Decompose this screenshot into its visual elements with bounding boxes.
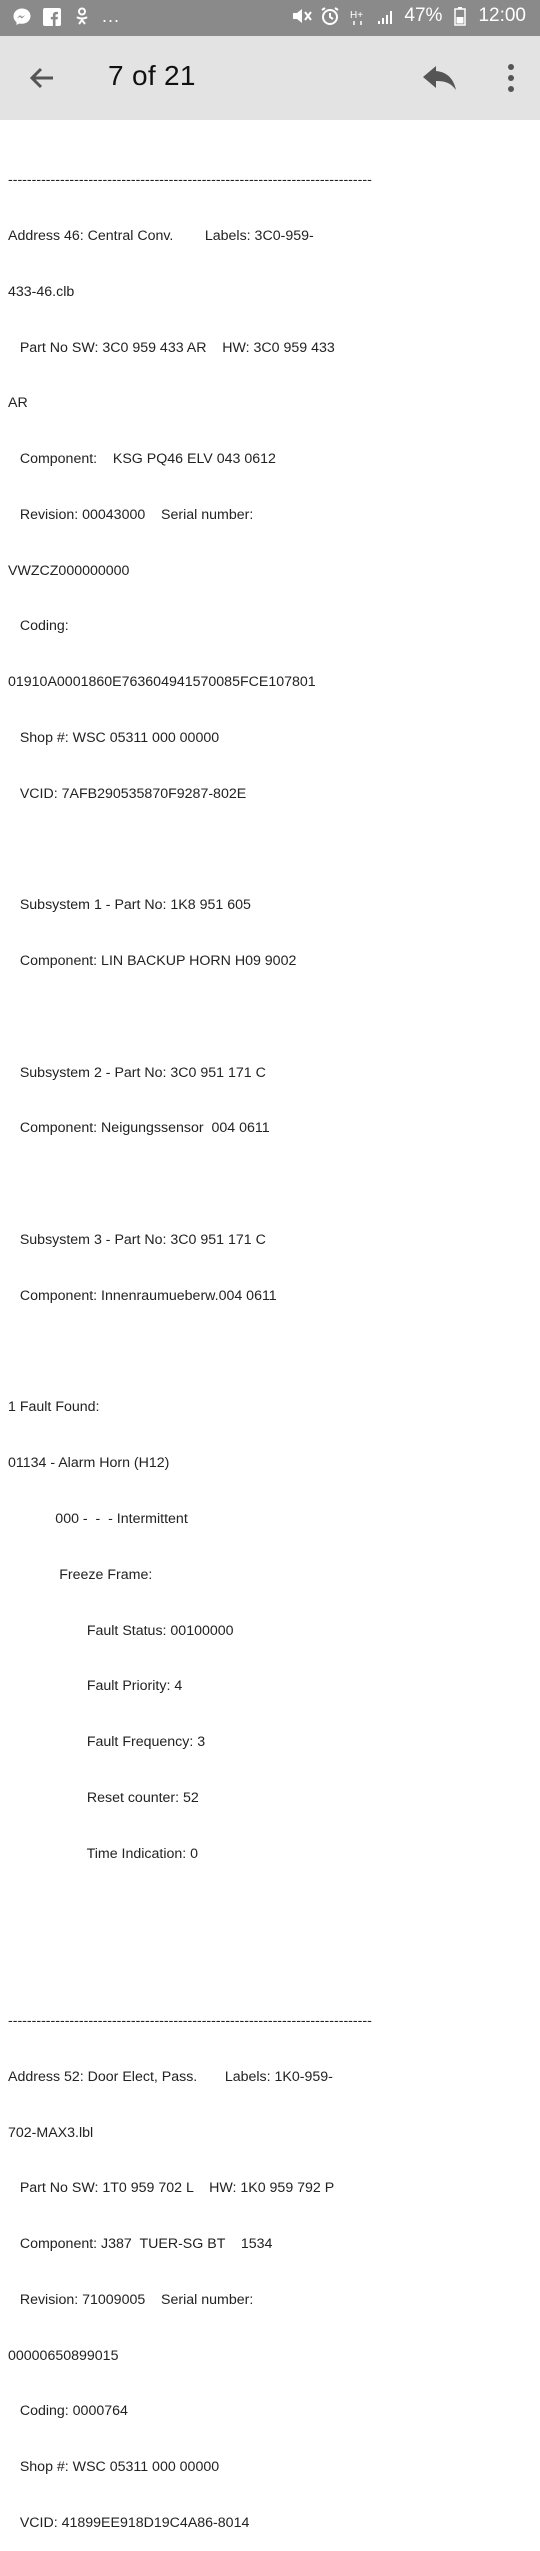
report-line: Subsystem 1 - Part No: 1K8 951 605 (8, 897, 251, 914)
report-line: Component: Innenraumueberw.004 0611 (8, 1287, 277, 1304)
report-line: Fault Priority: 4 (8, 1678, 183, 1695)
report-line: Component: J387 TUER-SG BT 1534 (8, 2236, 273, 2253)
report-line (8, 841, 534, 860)
report-line: 000 - - - Intermittent (8, 1510, 188, 1527)
report-line: Component: Neigungssensor 004 0611 (8, 1120, 270, 1137)
report-line: Subsystem 2 - Part No: 3C0 951 171 C (8, 1064, 266, 1081)
mute-icon (292, 6, 312, 26)
report-line: Freeze Frame: (8, 1566, 153, 1583)
report-line (8, 1008, 534, 1027)
report-line: Shop #: WSC 05311 000 00000 (8, 2459, 220, 2476)
report-line: ----------------------------------------------------------------------------- (8, 172, 372, 189)
back-arrow-icon[interactable] (26, 62, 58, 94)
svg-text:H+: H+ (350, 10, 364, 21)
report-line: Part No SW: 1T0 959 702 L HW: 1K0 959 792 P (8, 2180, 335, 2197)
report-line: 433-46.clb (8, 283, 75, 300)
report-line (8, 1900, 534, 1919)
report-line: 702-MAX3.lbl (8, 2124, 94, 2141)
report-line: AR (8, 395, 28, 412)
report-line: VCID: 7AFB290535870F9287-802E (8, 785, 247, 802)
report-line: Component: LIN BACKUP HORN H09 9002 (8, 953, 297, 970)
report-line: Subsystem 3 - Part No: 3C0 951 171 C (8, 1232, 266, 1249)
report-line: Time Indication: 0 (8, 1845, 199, 1862)
clock: 12:00 (478, 5, 526, 26)
page-title: 7 of 21 (108, 60, 196, 91)
report-line: VWZCZ000000000 (8, 562, 130, 579)
report-line: 01910A0001860E763604941570085FCE107801 (8, 674, 316, 691)
report-line (8, 1175, 534, 1194)
report-text (8, 134, 534, 2551)
signal-icon (376, 6, 396, 26)
facebook-icon (42, 7, 62, 27)
battery-percent: 47% (404, 5, 443, 26)
hplus-data-icon (348, 6, 368, 26)
report-line: Coding: 0000764 (8, 2403, 128, 2420)
report-line: Revision: 71009005 Serial number: (8, 2291, 254, 2308)
report-line: VCID: 41899EE918D19C4A86-8014 (8, 2515, 250, 2531)
alarm-icon (320, 6, 340, 26)
status-bar (0, 0, 540, 36)
report-line: 00000650899015 (8, 2347, 119, 2364)
report-line: Part No SW: 3C0 959 433 AR HW: 3C0 959 433 (8, 339, 335, 356)
report-line: Revision: 00043000 Serial number: (8, 506, 254, 523)
report-line: Fault Status: 00100000 (8, 1622, 234, 1639)
notification-icons (12, 6, 120, 27)
messenger-icon (12, 7, 32, 27)
system-icons (292, 5, 526, 27)
app-bar (0, 36, 540, 120)
report-line (8, 1956, 534, 1975)
battery-icon (450, 6, 470, 26)
report-line: Fault Frequency: 3 (8, 1734, 206, 1751)
report-line: Coding: (8, 618, 69, 635)
report-line: Address 52: Door Elect, Pass. Labels: 1K0-959- (8, 2068, 333, 2085)
reply-icon[interactable] (420, 60, 460, 96)
report-line: ----------------------------------------------------------------------------- (8, 2012, 372, 2029)
report-line: 01134 - Alarm Horn (H12) (8, 1455, 170, 1472)
report-line: Shop #: WSC 05311 000 00000 (8, 730, 220, 746)
report-line: Address 46: Central Conv. Labels: 3C0-959- (8, 227, 314, 244)
more-notifications-icon: ... (102, 6, 121, 26)
report-line: Reset counter: 52 (8, 1789, 199, 1806)
report-line (8, 1343, 534, 1362)
person-icon (72, 7, 92, 27)
report-line: 1 Fault Found: (8, 1399, 100, 1416)
more-options-icon[interactable] (504, 62, 518, 94)
report-line: Component: KSG PQ46 ELV 043 0612 (8, 451, 276, 468)
